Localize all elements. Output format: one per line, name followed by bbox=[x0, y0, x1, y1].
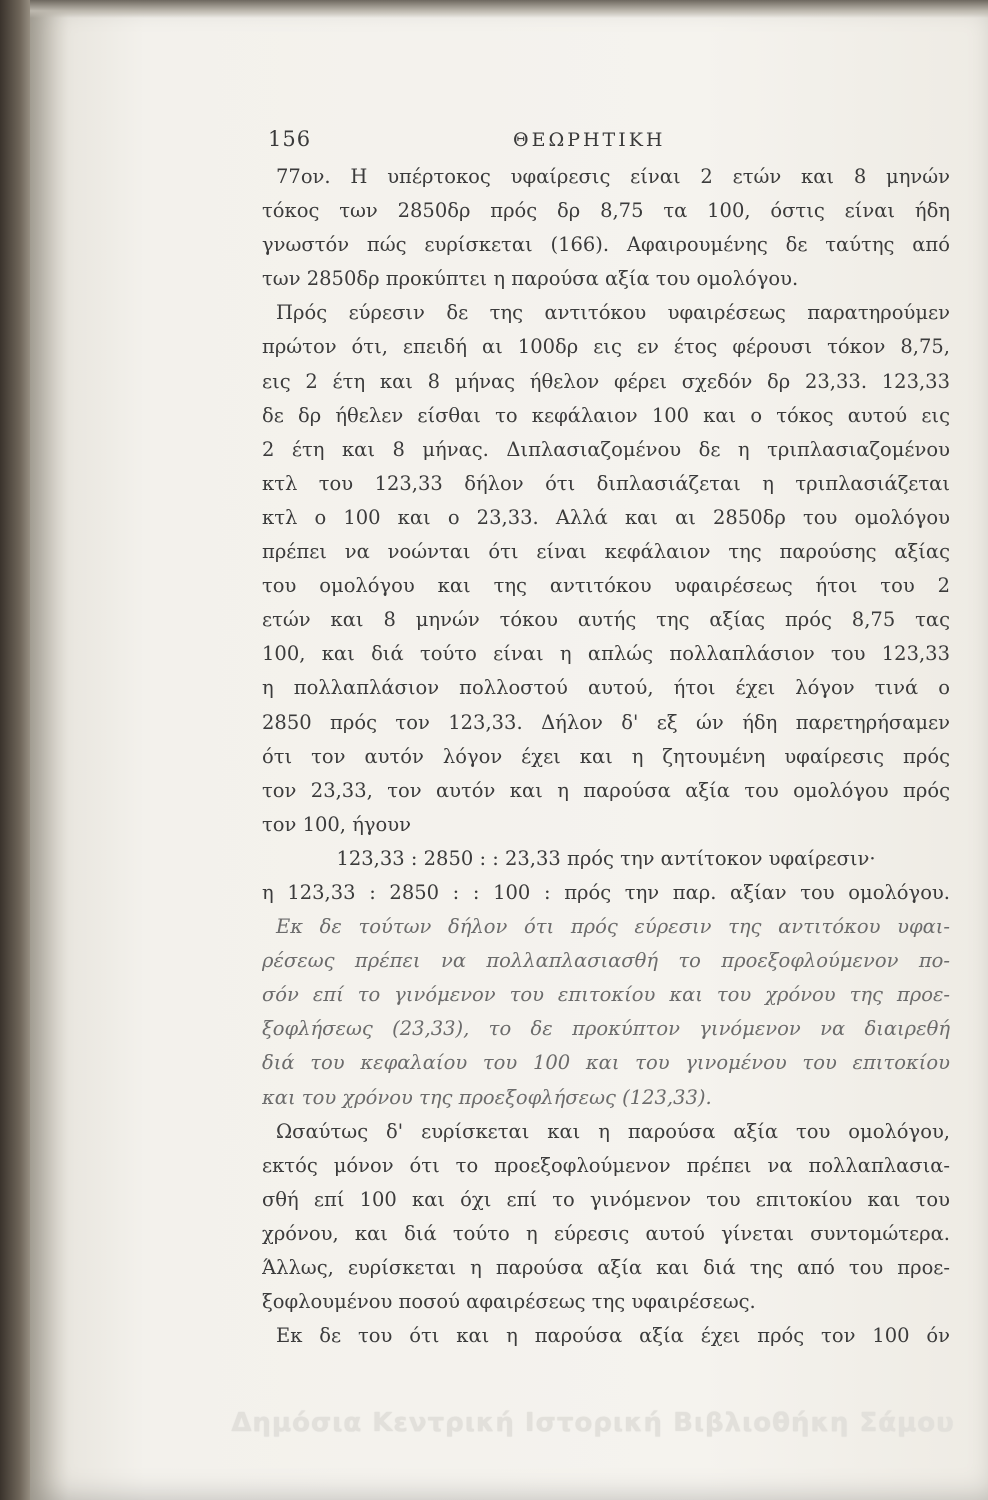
text-line: ετών και 8 μηνών τόκου αυτής της αξίας πρός 8,75 τας bbox=[262, 608, 950, 632]
text-line: τόκος των 2850δρ πρός δρ 8,75 τα 100, όστις είναι ήδη bbox=[262, 199, 950, 223]
running-head: ΘΕΩΡΗΤΙΚΗ bbox=[513, 129, 666, 151]
text-line: 2 έτη και 8 μήνας. Διπλασιαζομένου δε η τριπλασιαζομένου bbox=[262, 437, 950, 461]
proportion-line: 123,33 : 2850 : : 23,33 πρός την αντίτοκον υφαίρεσιν· bbox=[336, 846, 876, 870]
text-line-italic: διά του κεφαλαίου του 100 και του γινομένου του επιτοκίου bbox=[262, 1051, 950, 1075]
library-watermark: Δημόσια Κεντρική Ιστορική Βιβλιοθήκη Σάμου bbox=[231, 1408, 955, 1438]
proportion-line: η 123,33 : 2850 : : 100 : πρός την παρ. αξίαν του ομολόγου. bbox=[262, 880, 950, 904]
text-line: ότι τον αυτόν λόγον έχει και η ζητουμένη υφαίρεσις πρός bbox=[262, 744, 950, 768]
text-line: Εκ δε του ότι και η παρούσα αξία έχει πρός τον 100 όν bbox=[276, 1324, 950, 1348]
text-line: τον 100, ήγουν bbox=[262, 812, 411, 836]
text-line: πρέπει να νοώνται ότι είναι κεφάλαιον της παρούσης αξίας bbox=[262, 540, 950, 564]
text-line: εκτός μόνον ότι το προεξοφλούμενον πρέπει να πολλαπλασια- bbox=[262, 1153, 950, 1177]
text-line: κτλ του 123,33 δήλον ότι διπλασιάζεται η τριπλασιάζεται bbox=[262, 471, 950, 495]
text-line: εις 2 έτη και 8 μήνας ήθελον φέρει σχεδόν δρ 23,33. 123,33 bbox=[262, 369, 950, 393]
text-line: Άλλως, ευρίσκεται η παρούσα αξία και διά της από του προε- bbox=[262, 1256, 950, 1279]
body-text bbox=[262, 160, 950, 1353]
text-line: κτλ ο 100 και ο 23,33. Αλλά και αι 2850δρ του ομολόγου bbox=[262, 505, 950, 529]
text-line: 77ον. Η υπέρτοκος υφαίρεσις είναι 2 ετών και 8 μηνών bbox=[276, 165, 950, 188]
page-top-shadow bbox=[30, 0, 988, 18]
text-line-italic: Εκ δε τούτων δήλον ότι πρός εύρεσιν της αντιτόκου υφαι- bbox=[276, 915, 950, 939]
text-line: δε δρ ήθελεν είσθαι το κεφάλαιον 100 και ο τόκος αυτού εις bbox=[262, 403, 950, 427]
text-line: πρώτον ότι, επειδή αι 100δρ εις εν έτος φέρουσι τόκον 8,75, bbox=[262, 335, 950, 359]
text-line: ξοφλουμένου ποσού αφαιρέσεως της υφαιρέσεως. bbox=[262, 1290, 756, 1314]
text-line: σθή επί 100 και όχι επί το γινόμενον του επιτοκίου και του bbox=[262, 1187, 950, 1211]
text-line: η πολλαπλάσιον πολλοστού αυτού, ήτοι έχει λόγον τινά ο bbox=[262, 676, 950, 700]
text-line: Πρός εύρεσιν δε της αντιτόκου υφαιρέσεως παρατηρούμεν bbox=[276, 301, 950, 325]
page-header bbox=[268, 127, 948, 157]
text-line-italic: σόν επί το γινόμενον του επιτοκίου και του χρόνου της προε- bbox=[262, 983, 950, 1007]
text-line: τον 23,33, τον αυτόν και η παρούσα αξία του ομολόγου πρός bbox=[262, 778, 950, 802]
text-line: των 2850δρ προκύπτει η παρούσα αξία του ομολόγου. bbox=[262, 267, 799, 291]
text-line-italic: ρέσεως πρέπει να πολλαπλασιασθή το προεξοφλούμενον πο- bbox=[262, 949, 950, 973]
text-line: γνωστόν πώς ευρίσκεται (166). Αφαιρουμένης δε ταύτης από bbox=[262, 233, 950, 257]
text-line: Ωσαύτως δ' ευρίσκεται και η παρούσα αξία του ομολόγου, bbox=[276, 1119, 950, 1143]
text-line: του ομολόγου και της αντιτόκου υφαιρέσεως ήτοι του 2 bbox=[262, 574, 950, 598]
text-line: 100, και διά τούτο είναι η απλώς πολλαπλάσιον του 123,33 bbox=[262, 642, 950, 666]
text-line: χρόνου, και διά τούτο η εύρεσις αυτού γίνεται συντομώτερα. bbox=[262, 1221, 950, 1245]
text-line-italic: και του χρόνου της προεξοφλήσεως (123,33). bbox=[262, 1085, 712, 1109]
page-number: 156 bbox=[268, 127, 312, 151]
text-line-italic: ξοφλήσεως (23,33), το δε προκύπτον γινόμενον να διαιρεθή bbox=[262, 1017, 950, 1041]
text-line: 2850 πρός τον 123,33. Δήλον δ' εξ ών ήδη παρετηρήσαμεν bbox=[262, 710, 950, 734]
